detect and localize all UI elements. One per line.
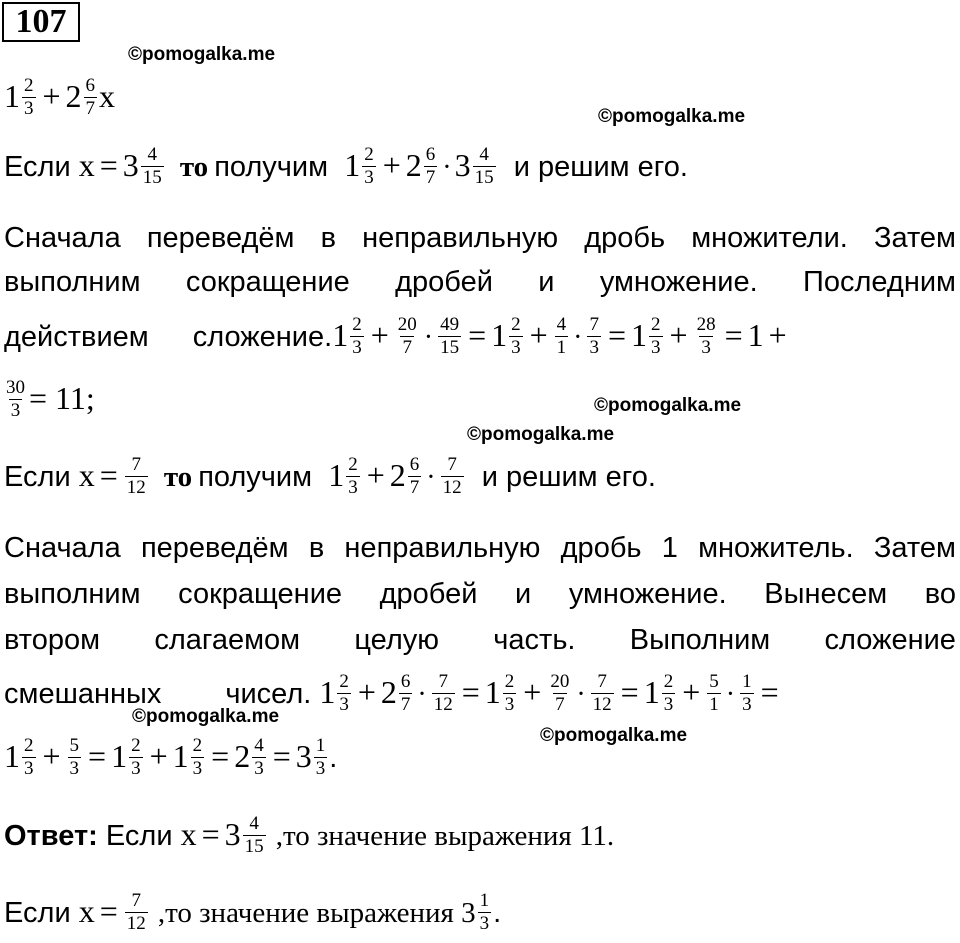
word: дробей — [395, 266, 493, 298]
fraction: $\frac{4}{15}$ — [142, 143, 162, 188]
word: втором — [4, 624, 101, 656]
case-prefix: Если — [4, 151, 71, 183]
answer-line2: Если x = $\frac{7}{12}$ ,то значение выражения 3 $\frac{1}{3}$ . — [4, 889, 502, 934]
para1-line4: $\frac{30}{3}$ = 11; — [6, 376, 95, 421]
word: дробь — [584, 222, 666, 254]
get-word: получим — [214, 151, 329, 183]
word: Сначала — [4, 222, 121, 254]
word: Выполним — [629, 624, 771, 656]
para1-line2 — [4, 262, 956, 302]
para2-line5: 1 $\frac{2}{3}$ + $\frac{5}{3}$ = 1 $\frac{2}{3}$ + 1 $\frac{2}{3}$ = 2 $\frac{4}{3}$ = 3 $\frac{1}{3}$ . — [4, 734, 338, 779]
para2-line3 — [4, 620, 956, 660]
para2-line4: смешанных чисел. 1 $\frac{2}{3}$ + 2 $\frac{6}{7}$ · $\frac{7}{12}$ = 1 $\frac{2}{3}$ + $\frac{20}{7}$ · $\frac{7}{12}$ = 1 $\frac{2}{3}$ + $\frac{5}{1}$ · $\frac{1}{3}$ = — [4, 670, 779, 715]
word: во — [924, 578, 956, 610]
variable-x: x — [99, 78, 116, 114]
watermark: ©pomogalka.me — [467, 424, 615, 445]
word: Вынесем — [764, 578, 888, 610]
watermark: ©pomogalka.me — [594, 395, 742, 416]
word: и — [515, 578, 532, 610]
word: Последним — [803, 266, 956, 298]
word: часть. — [493, 624, 576, 656]
word: неправильную — [362, 222, 559, 254]
answer-label: Ответ: — [4, 820, 98, 852]
whole: 2 — [65, 78, 82, 114]
word: в — [308, 532, 325, 564]
word: переведём — [140, 532, 289, 564]
watermark: ©pomogalka.me — [540, 725, 688, 746]
fraction: $\frac{2}{3}$ — [24, 74, 34, 119]
word: сокращение — [185, 266, 350, 298]
fraction: $\frac{6}{7}$ — [85, 74, 96, 119]
para2-line2 — [4, 574, 956, 614]
word: сокращение — [178, 578, 343, 610]
word: дробей — [379, 578, 478, 610]
watermark: ©pomogalka.me — [128, 44, 276, 65]
word: множитель. — [698, 532, 854, 564]
word: в — [320, 222, 336, 254]
word: дробь — [560, 532, 642, 564]
plus: + — [42, 78, 61, 114]
to-word: то — [179, 151, 209, 183]
watermark: ©pomogalka.me — [598, 106, 746, 127]
para1-line1 — [4, 218, 956, 258]
para1-line3: действием сложение.1 $\frac{2}{3}$ + $\frac{20}{7}$ · $\frac{49}{15}$ = 1 $\frac{2}{3}$ + $\frac{4}{1}$ · $\frac{7}{3}$ = 1 $\frac{2}{3}$ + $\frac{28}{3}$ = 1 + — [4, 313, 787, 358]
answer-line1: Ответ: Если x = 3 $\frac{4}{15}$ ,то значение выражения 11. — [4, 812, 615, 857]
case1-line: Если x = 3 $\frac{4}{15}$ то получим 1 $\frac{2}{3}$ + 2 $\frac{6}{7}$ ·3 $\frac{4}{15}$ и решим его. — [4, 143, 688, 188]
word: умножение. — [568, 578, 727, 610]
word: Сначала — [4, 532, 121, 564]
whole: 1 — [4, 78, 20, 114]
case2-line: Если x = $\frac{7}{12}$ то получим 1 $\frac{2}{3}$ + 2 $\frac{6}{7}$ · $\frac{7}{12}$ и решим его. — [4, 453, 656, 498]
word: неправильную — [344, 532, 541, 564]
para2-line1 — [4, 528, 956, 568]
variable-x: x — [78, 147, 95, 183]
word: множители. — [691, 222, 848, 254]
word: сложение — [824, 624, 956, 656]
word: Затем — [873, 222, 956, 254]
word: Затем — [873, 532, 956, 564]
result-text: = 11; — [29, 380, 95, 416]
word: умножение. — [599, 266, 758, 298]
word: переведём — [146, 222, 295, 254]
word: целую — [354, 624, 440, 656]
word: выполним — [4, 266, 141, 298]
word: 1 — [661, 532, 678, 564]
watermark: ©pomogalka.me — [132, 706, 280, 727]
expression-line — [4, 76, 115, 122]
word: выполним — [4, 578, 141, 610]
case-suffix: и решим его. — [513, 151, 688, 183]
word: слагаемом — [154, 624, 301, 656]
task-number: 107 — [2, 2, 80, 42]
word: и — [538, 266, 555, 298]
